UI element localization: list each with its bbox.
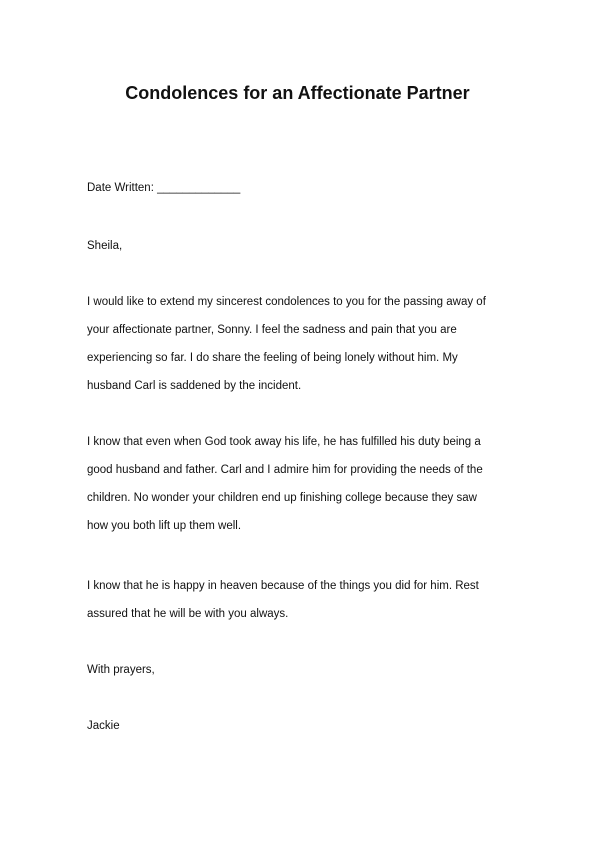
paragraph-line: husband Carl is saddened by the incident. <box>87 380 302 392</box>
paragraph-line: experiencing so far. I do share the feeling of being lonely without him. My <box>87 352 458 364</box>
paragraph-line: I would like to extend my sincerest condolences to you for the passing away of <box>87 296 486 308</box>
date-written-line: Date Written: _____________ <box>87 182 241 194</box>
paragraph-line: good husband and father. Carl and I admire him for providing the needs of the <box>87 464 483 476</box>
signature: Jackie <box>87 720 120 732</box>
paragraph-line: assured that he will be with you always. <box>87 608 289 620</box>
paragraph-line: I know that even when God took away his life, he has fulfilled his duty being a <box>87 436 481 448</box>
paragraph-line: I know that he is happy in heaven because of the things you did for him. Rest <box>87 580 479 592</box>
closing: With prayers, <box>87 664 155 676</box>
paragraph-line: children. No wonder your children end up finishing college because they saw <box>87 492 477 504</box>
document-title: Condolences for an Affectionate Partner <box>125 83 470 103</box>
paragraph-line: how you both lift up them well. <box>87 520 242 532</box>
paragraph-line: your affectionate partner, Sonny. I feel the sadness and pain that you are <box>87 324 457 336</box>
salutation: Sheila, <box>87 240 123 252</box>
